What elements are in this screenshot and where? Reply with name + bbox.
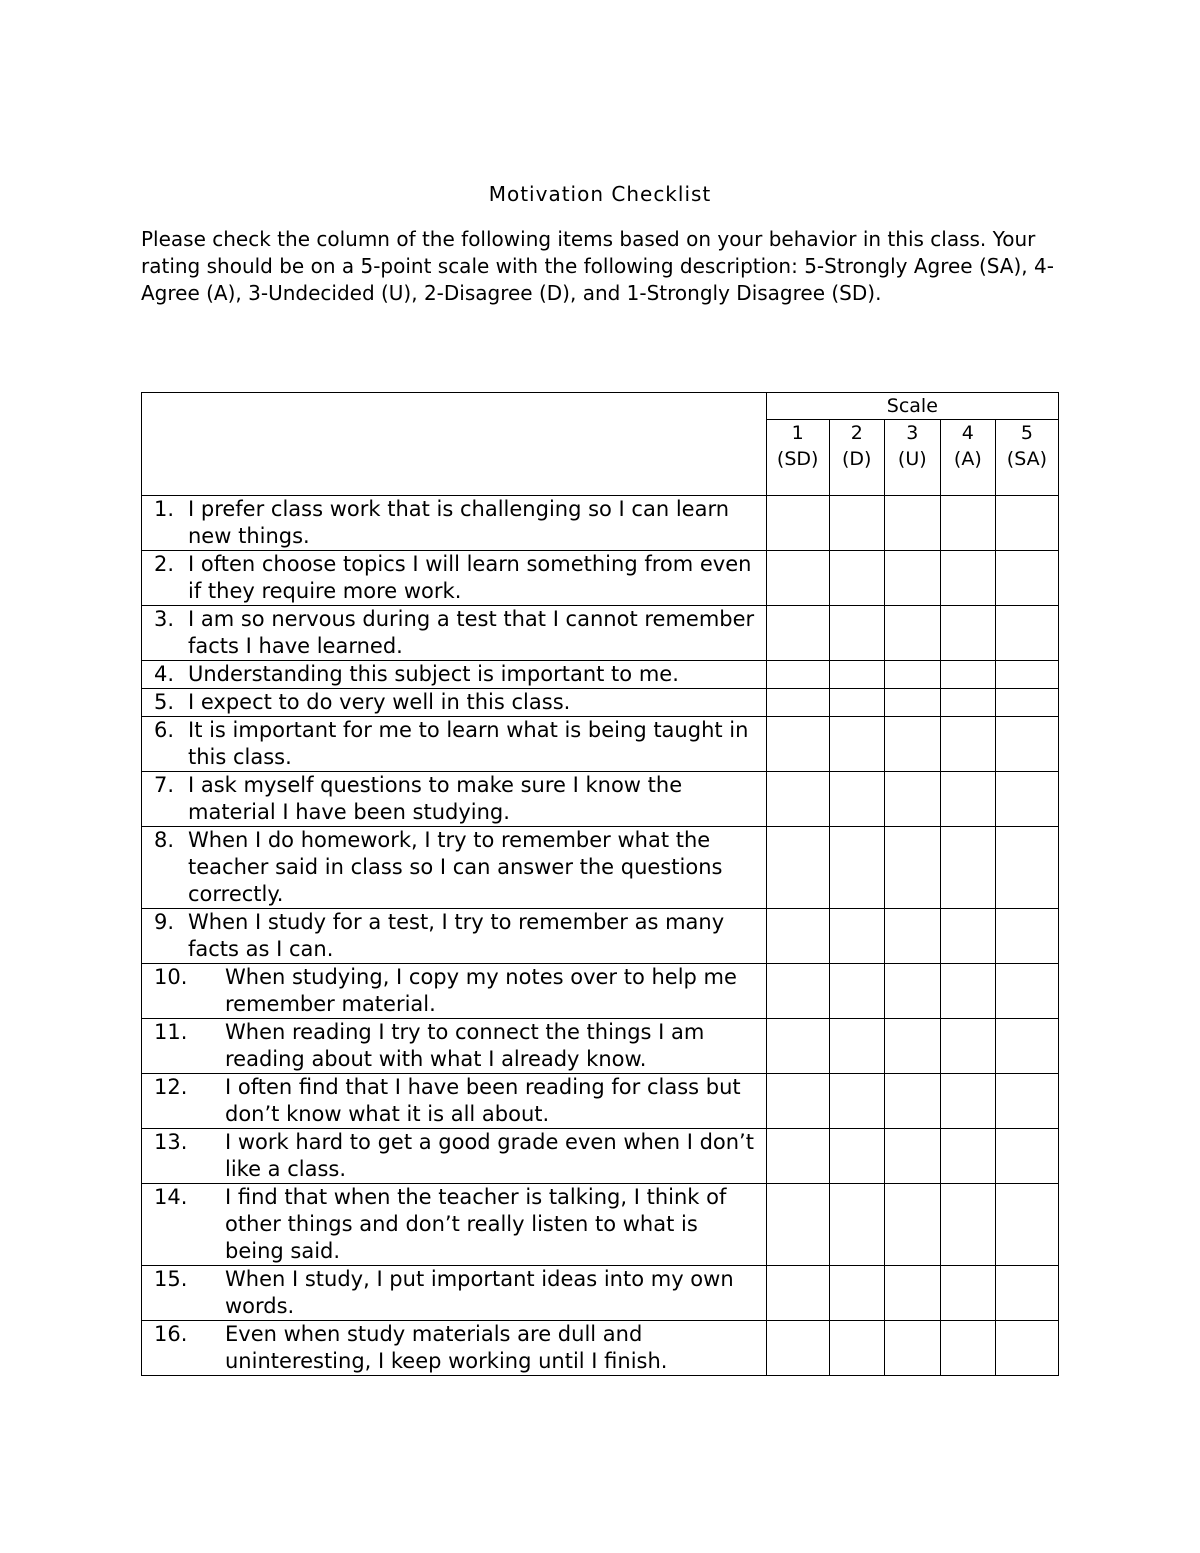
table-row <box>142 1184 1059 1266</box>
motivation-checklist-table <box>141 392 1059 1376</box>
item-statement <box>142 1129 766 1183</box>
rating-cell-5[interactable] <box>995 1184 1058 1266</box>
rating-cell-1[interactable] <box>766 1074 829 1129</box>
rating-cell-5[interactable] <box>995 496 1058 551</box>
table-row <box>142 661 1059 689</box>
scale-header: Scale <box>766 393 1058 420</box>
item-statement-cell <box>142 496 767 551</box>
rating-cell-3[interactable] <box>884 1129 940 1184</box>
rating-cell-5[interactable] <box>995 909 1058 964</box>
table-row <box>142 827 1059 909</box>
scale-column-number: 1 <box>791 422 804 444</box>
table-row <box>142 1266 1059 1321</box>
rating-cell-2[interactable] <box>829 606 884 661</box>
item-number: 6. <box>154 718 175 742</box>
item-text: When studying, I copy my notes over to help me remember material. <box>225 965 737 1016</box>
item-statement <box>142 909 766 963</box>
rating-cell-1[interactable] <box>766 1129 829 1184</box>
rating-cell-5[interactable] <box>995 1321 1058 1376</box>
rating-cell-2[interactable] <box>829 772 884 827</box>
scale-column-3 <box>884 420 940 496</box>
item-text: When I study, I put important ideas into my own words. <box>225 1267 734 1318</box>
item-statement <box>142 1074 766 1128</box>
item-statement <box>142 1184 766 1265</box>
rating-cell-5[interactable] <box>995 717 1058 772</box>
item-number: 4. <box>154 662 175 686</box>
item-number: 1. <box>154 497 175 521</box>
rating-cell-3[interactable] <box>884 909 940 964</box>
item-statement-cell <box>142 1266 767 1321</box>
instructions-paragraph: Please check the column of the following items based on your behavior in this class. Your rating should be on a 5-point scale with the following description: 5-Strongly Agree (SA), 4-Agree (A), 3-Undecided (U), 2-Disagree (D), and 1-Strongly Disagree (SD). <box>141 227 1054 305</box>
rating-cell-4[interactable] <box>940 689 995 717</box>
item-statement-cell <box>142 827 767 909</box>
item-statement-cell <box>142 964 767 1019</box>
item-number: 12. <box>154 1075 188 1099</box>
item-statement <box>142 689 766 716</box>
scale-column-abbr: (D) <box>842 448 872 470</box>
table-row <box>142 689 1059 717</box>
rating-cell-2[interactable] <box>829 827 884 909</box>
item-statement-cell <box>142 1074 767 1129</box>
item-number: 2. <box>154 552 175 576</box>
item-text: I expect to do very well in this class. <box>188 690 571 714</box>
table-row <box>142 772 1059 827</box>
item-number: 14. <box>154 1185 188 1209</box>
item-statement-cell <box>142 772 767 827</box>
table-row <box>142 1019 1059 1074</box>
item-text: I ask myself questions to make sure I know the material I have been studying. <box>188 773 683 824</box>
rating-cell-5[interactable] <box>995 1266 1058 1321</box>
scale-column-2 <box>829 420 884 496</box>
rating-cell-1[interactable] <box>766 909 829 964</box>
scale-column-abbr: (U) <box>897 448 927 470</box>
rating-cell-5[interactable] <box>995 606 1058 661</box>
rating-cell-1[interactable] <box>766 551 829 606</box>
rating-cell-1[interactable] <box>766 1019 829 1074</box>
item-number: 10. <box>154 965 188 989</box>
rating-cell-2[interactable] <box>829 717 884 772</box>
item-text: Understanding this subject is important to me. <box>188 662 679 686</box>
item-statement <box>142 717 766 771</box>
rating-cell-2[interactable] <box>829 1074 884 1129</box>
scale-column-1 <box>766 420 829 496</box>
scale-column-abbr: (A) <box>953 448 982 470</box>
scale-column-number: 5 <box>1020 422 1033 444</box>
rating-cell-5[interactable] <box>995 1019 1058 1074</box>
item-number: 11. <box>154 1020 188 1044</box>
rating-cell-1[interactable] <box>766 964 829 1019</box>
page-title: Motivation Checklist <box>488 182 712 206</box>
rating-cell-4[interactable] <box>940 1074 995 1129</box>
item-number: 13. <box>154 1130 188 1154</box>
item-text: I prefer class work that is challenging so I can learn new things. <box>188 497 730 548</box>
rating-cell-5[interactable] <box>995 551 1058 606</box>
rating-cell-4[interactable] <box>940 1019 995 1074</box>
item-number: 9. <box>154 910 175 934</box>
rating-cell-1[interactable] <box>766 1266 829 1321</box>
rating-cell-2[interactable] <box>829 909 884 964</box>
rating-cell-2[interactable] <box>829 689 884 717</box>
item-statement <box>142 1019 766 1073</box>
table-row <box>142 964 1059 1019</box>
rating-cell-1[interactable] <box>766 827 829 909</box>
item-text: I often choose topics I will learn something from even if they require more work. <box>188 552 752 603</box>
rating-cell-3[interactable] <box>884 1019 940 1074</box>
item-text: I work hard to get a good grade even when I don’t like a class. <box>225 1130 754 1181</box>
rating-cell-2[interactable] <box>829 1321 884 1376</box>
rating-cell-5[interactable] <box>995 1129 1058 1184</box>
item-text: When I do homework, I try to remember what the teacher said in class so I can answer the questions correctly. <box>188 828 723 906</box>
rating-cell-4[interactable] <box>940 551 995 606</box>
rating-cell-2[interactable] <box>829 1129 884 1184</box>
rating-cell-3[interactable] <box>884 1074 940 1129</box>
table-row <box>142 496 1059 551</box>
item-statement-cell <box>142 1321 767 1376</box>
rating-cell-3[interactable] <box>884 606 940 661</box>
table-row <box>142 1321 1059 1376</box>
scale-column-number: 2 <box>850 422 863 444</box>
rating-cell-3[interactable] <box>884 496 940 551</box>
scale-column-number: 3 <box>906 422 919 444</box>
rating-cell-1[interactable] <box>766 689 829 717</box>
item-text: When reading I try to connect the things I am reading about with what I already know. <box>225 1020 705 1071</box>
item-text: It is important for me to learn what is being taught in this class. <box>188 718 749 769</box>
rating-cell-1[interactable] <box>766 661 829 689</box>
item-number: 16. <box>154 1322 188 1346</box>
rating-cell-3[interactable] <box>884 1184 940 1266</box>
item-statement-cell <box>142 551 767 606</box>
item-text: I find that when the teacher is talking, I think of other things and don’t really listen to what is being said. <box>225 1185 727 1263</box>
rating-cell-3[interactable] <box>884 827 940 909</box>
rating-cell-4[interactable] <box>940 717 995 772</box>
item-text: I am so nervous during a test that I cannot remember facts I have learned. <box>188 607 755 658</box>
rating-cell-4[interactable] <box>940 827 995 909</box>
item-statement <box>142 606 766 660</box>
table-row <box>142 1074 1059 1129</box>
rating-cell-4[interactable] <box>940 606 995 661</box>
item-statement <box>142 1266 766 1320</box>
scale-column-5 <box>995 420 1058 496</box>
rating-cell-1[interactable] <box>766 1321 829 1376</box>
rating-cell-4[interactable] <box>940 496 995 551</box>
rating-cell-2[interactable] <box>829 661 884 689</box>
item-statement <box>142 661 766 688</box>
rating-cell-1[interactable] <box>766 606 829 661</box>
item-statement-cell <box>142 1129 767 1184</box>
blank-header-cell <box>142 393 767 496</box>
item-number: 8. <box>154 828 175 852</box>
item-number: 7. <box>154 773 175 797</box>
item-statement <box>142 551 766 605</box>
rating-cell-1[interactable] <box>766 717 829 772</box>
scale-column-abbr: (SA) <box>1006 448 1048 470</box>
rating-cell-1[interactable] <box>766 496 829 551</box>
rating-cell-2[interactable] <box>829 1266 884 1321</box>
item-statement-cell <box>142 689 767 717</box>
rating-cell-4[interactable] <box>940 1321 995 1376</box>
item-statement-cell <box>142 909 767 964</box>
item-statement-cell <box>142 1184 767 1266</box>
table-row <box>142 717 1059 772</box>
item-statement <box>142 827 766 908</box>
item-statement <box>142 964 766 1018</box>
rating-cell-5[interactable] <box>995 964 1058 1019</box>
table-row <box>142 606 1059 661</box>
table-row <box>142 551 1059 606</box>
rating-cell-5[interactable] <box>995 1074 1058 1129</box>
item-statement-cell <box>142 661 767 689</box>
item-statement <box>142 772 766 826</box>
item-text: Even when study materials are dull and uninteresting, I keep working until I finish. <box>225 1322 668 1373</box>
table-row <box>142 909 1059 964</box>
rating-cell-2[interactable] <box>829 1184 884 1266</box>
rating-cell-4[interactable] <box>940 1184 995 1266</box>
rating-cell-3[interactable] <box>884 689 940 717</box>
rating-cell-5[interactable] <box>995 689 1058 717</box>
rating-cell-1[interactable] <box>766 772 829 827</box>
rating-cell-3[interactable] <box>884 717 940 772</box>
scale-header-row <box>142 393 1059 420</box>
item-statement <box>142 496 766 550</box>
item-text: I often find that I have been reading for class but don’t know what it is all about. <box>225 1075 741 1126</box>
rating-cell-3[interactable] <box>884 1321 940 1376</box>
rating-cell-2[interactable] <box>829 496 884 551</box>
item-number: 15. <box>154 1267 188 1291</box>
item-statement-cell <box>142 1019 767 1074</box>
item-number: 5. <box>154 690 175 714</box>
rating-cell-2[interactable] <box>829 551 884 606</box>
rating-cell-1[interactable] <box>766 1184 829 1266</box>
rating-cell-4[interactable] <box>940 772 995 827</box>
rating-cell-4[interactable] <box>940 964 995 1019</box>
item-statement <box>142 1321 766 1375</box>
item-text: When I study for a test, I try to remember as many facts as I can. <box>188 910 725 961</box>
item-statement-cell <box>142 717 767 772</box>
rating-cell-4[interactable] <box>940 1129 995 1184</box>
rating-cell-3[interactable] <box>884 1266 940 1321</box>
item-number: 3. <box>154 607 175 631</box>
rating-cell-4[interactable] <box>940 1266 995 1321</box>
rating-cell-3[interactable] <box>884 661 940 689</box>
rating-cell-3[interactable] <box>884 772 940 827</box>
scale-column-number: 4 <box>961 422 974 444</box>
table-row <box>142 1129 1059 1184</box>
scale-column-4 <box>940 420 995 496</box>
scale-column-abbr: (SD) <box>776 448 819 470</box>
rating-cell-2[interactable] <box>829 964 884 1019</box>
rating-cell-4[interactable] <box>940 661 995 689</box>
rating-cell-5[interactable] <box>995 772 1058 827</box>
item-statement-cell <box>142 606 767 661</box>
rating-cell-3[interactable] <box>884 551 940 606</box>
rating-cell-4[interactable] <box>940 909 995 964</box>
rating-cell-5[interactable] <box>995 661 1058 689</box>
rating-cell-2[interactable] <box>829 1019 884 1074</box>
rating-cell-5[interactable] <box>995 827 1058 909</box>
rating-cell-3[interactable] <box>884 964 940 1019</box>
